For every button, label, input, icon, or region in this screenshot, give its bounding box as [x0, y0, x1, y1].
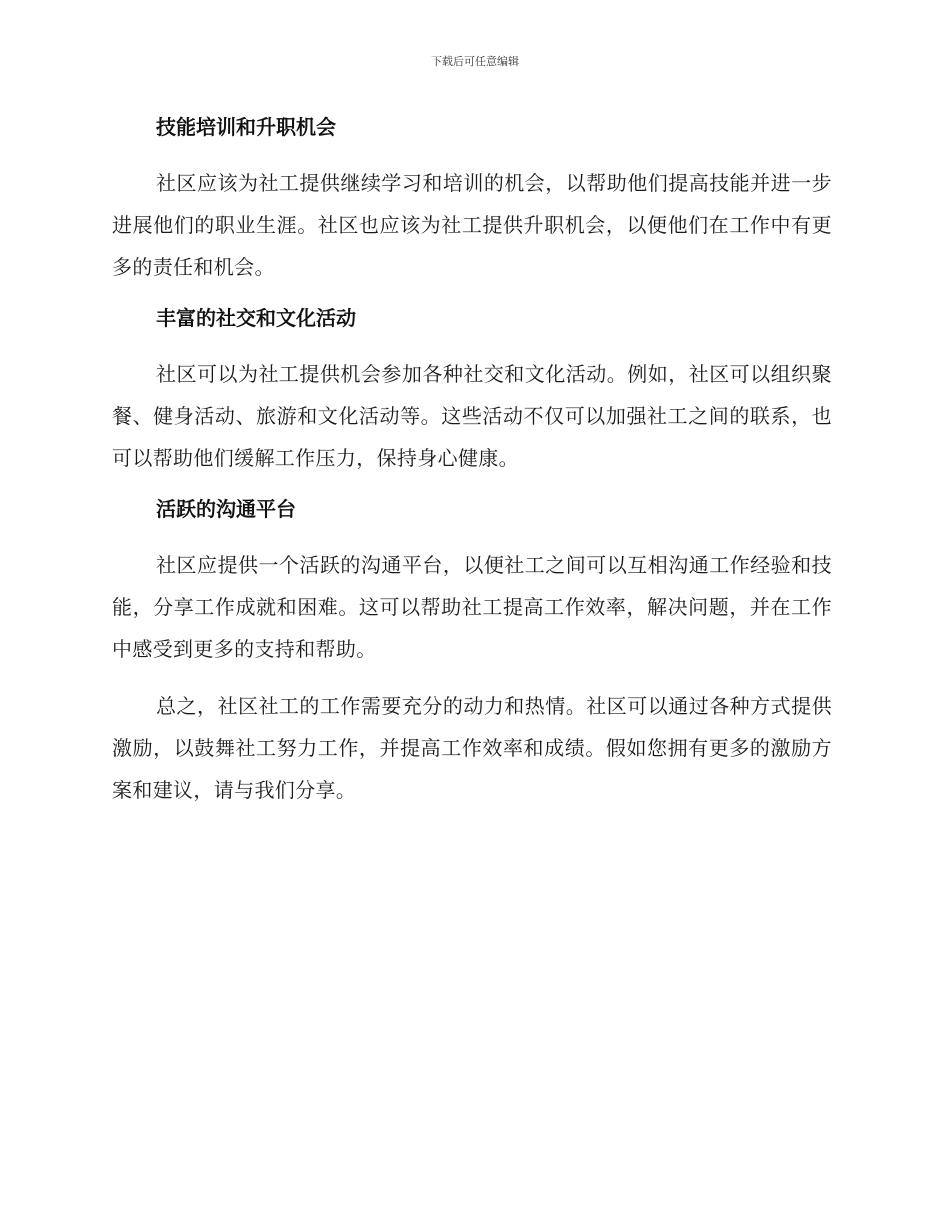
document-body	[112, 112, 832, 811]
header-note: 下载后可任意编辑	[431, 55, 519, 68]
section-social-cultural-activities	[112, 303, 832, 494]
section-heading: 丰富的社交和文化活动	[156, 306, 356, 330]
section-communication-platform	[112, 494, 832, 685]
section-heading: 活跃的沟通平台	[156, 497, 296, 521]
conclusion-paragraph: 总之，社区社工的工作需要充分的动力和热情。社区可以通过各种方式提供激励，以鼓舞社工努力工作，并提高工作效率和成绩。假如您拥有更多的激励方案和建议，请与我们分享。	[112, 694, 832, 802]
section-paragraph: 社区应该为社工提供继续学习和培训的机会，以帮助他们提高技能并进一步进展他们的职业生涯。社区也应该为社工提供升职机会，以便他们在工作中有更多的责任和机会。	[112, 171, 832, 279]
section-paragraph: 社区可以为社工提供机会参加各种社交和文化活动。例如，社区可以组织聚餐、健身活动、旅游和文化活动等。这些活动不仅可以加强社工之间的联系，也可以帮助他们缓解工作压力，保持身心健康。	[112, 362, 832, 470]
section-skills-training	[112, 112, 832, 303]
section-paragraph: 社区应提供一个活跃的沟通平台，以便社工之间可以互相沟通工作经验和技能，分享工作成就和困难。这可以帮助社工提高工作效率，解决问题，并在工作中感受到更多的支持和帮助。	[112, 553, 832, 661]
section-heading: 技能培训和升职机会	[156, 115, 336, 139]
